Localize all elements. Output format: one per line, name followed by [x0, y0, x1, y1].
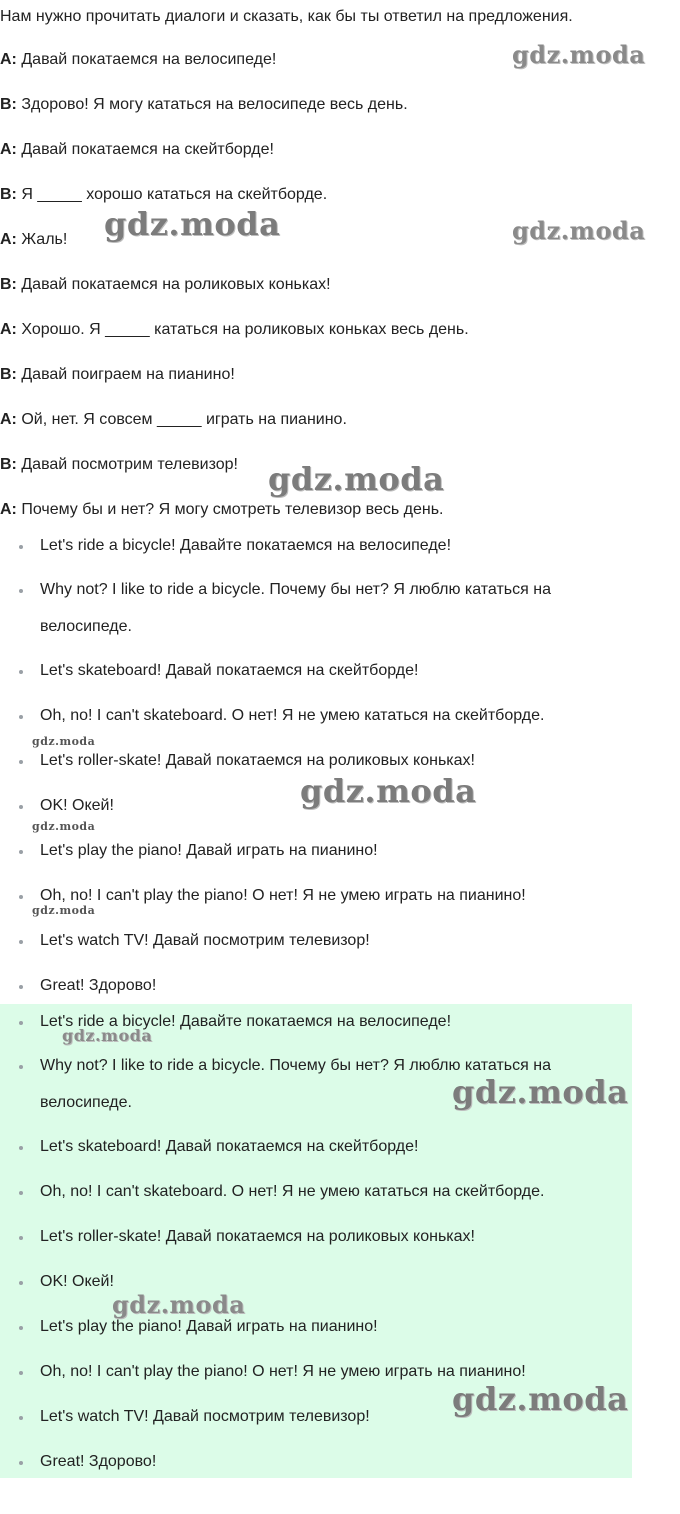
line-text: Давай покатаемся на роликовых коньках!: [16, 276, 331, 293]
speaker: A:: [0, 321, 17, 338]
dialogue-line: [0, 276, 331, 294]
dialogue-line: [0, 141, 274, 159]
watermark: gdz.moda: [512, 40, 646, 69]
watermark: gdz.moda: [62, 1026, 153, 1045]
speaker: A:: [0, 231, 17, 248]
list-item: Let's roller-skate! Давай покатаемся на роликовых коньках!: [40, 752, 475, 769]
list-item: Let's play the piano! Давай играть на пианино!: [40, 842, 378, 859]
watermark: gdz.moda: [300, 772, 477, 810]
watermark: gdz.moda: [452, 1073, 629, 1111]
line-text: Жаль!: [16, 231, 68, 248]
line-text: Давай покатаемся на скейтборде!: [16, 141, 274, 158]
dialogue-line: [0, 501, 443, 519]
list-item: Let's skateboard! Давай покатаемся на скейтборде!: [40, 1138, 419, 1155]
line-text: Почему бы и нет? Я могу смотреть телевизор весь день.: [16, 501, 444, 518]
list-item: Oh, no! I can't play the piano! О нет! Я не умею играть на пианино!: [40, 887, 526, 904]
dialogue-line: [0, 366, 235, 384]
speaker: B:: [0, 186, 17, 203]
watermark: gdz.moda: [32, 904, 96, 917]
watermark: gdz.moda: [268, 460, 445, 498]
speaker: B:: [0, 366, 17, 383]
dialogue-line: [0, 186, 327, 204]
list-item: Let's roller-skate! Давай покатаемся на роликовых коньках!: [40, 1228, 475, 1245]
list-item: Let's watch TV! Давай посмотрим телевизор!: [40, 1408, 370, 1425]
line-text: Хорошо. Я _____ кататься на роликовых коньках весь день.: [16, 321, 469, 338]
list-item: Why not? I like to ride a bicycle. Почему бы нет? Я люблю кататься на: [40, 1057, 551, 1074]
dialogue-line: [0, 321, 469, 339]
dialogue-line: [0, 51, 276, 69]
dialogue-line: [0, 231, 67, 249]
watermark: gdz.moda: [104, 205, 281, 243]
watermark: gdz.moda: [452, 1380, 629, 1418]
list-item: Great! Здорово!: [40, 977, 157, 994]
speaker: B:: [0, 456, 17, 473]
list-item: Great! Здорово!: [40, 1453, 157, 1470]
dialogue-line: [0, 456, 238, 474]
list-item: Oh, no! I can't play the piano! О нет! Я не умею играть на пианино!: [40, 1363, 526, 1380]
speaker: A:: [0, 411, 17, 428]
line-text: Я _____ хорошо кататься на скейтборде.: [16, 186, 328, 203]
list-item: Why not? I like to ride a bicycle. Почему бы нет? Я люблю кататься на: [40, 581, 551, 598]
watermark: gdz.moda: [512, 216, 646, 245]
speaker: B:: [0, 96, 17, 113]
speaker: B:: [0, 276, 17, 293]
list-item-continuation: велосипеде.: [40, 618, 132, 635]
line-text: Давай покатаемся на велосипеде!: [16, 51, 277, 68]
speaker: A:: [0, 501, 17, 518]
list-item: Oh, no! I can't skateboard. О нет! Я не умею кататься на скейтборде.: [40, 1183, 545, 1200]
intro-text: Нам нужно прочитать диалоги и сказать, как бы ты ответил на предложения.: [0, 8, 573, 25]
list-item: OK! Окей!: [40, 797, 114, 814]
dialogue-line: [0, 411, 347, 429]
list-item: Let's watch TV! Давай посмотрим телевизор!: [40, 932, 370, 949]
list-item: Let's ride a bicycle! Давайте покатаемся на велосипеде!: [40, 537, 452, 554]
speaker: A:: [0, 51, 17, 68]
line-text: Давай поиграем на пианино!: [16, 366, 235, 383]
list-item-continuation: велосипеде.: [40, 1094, 132, 1111]
dialogue-line: [0, 96, 408, 114]
list-item: Let's skateboard! Давай покатаемся на скейтборде!: [40, 662, 419, 679]
speaker: A:: [0, 141, 17, 158]
line-text: Ой, нет. Я совсем _____ играть на пианино.: [16, 411, 347, 428]
list-item: Let's ride a bicycle! Давайте покатаемся на велосипеде!: [40, 1013, 452, 1030]
watermark: gdz.moda: [112, 1290, 246, 1319]
watermark: gdz.moda: [32, 735, 96, 748]
answer-list: [0, 526, 632, 1006]
list-item: Let's play the piano! Давай играть на пианино!: [40, 1318, 378, 1335]
line-text: Здорово! Я могу кататься на велосипеде весь день.: [16, 96, 408, 113]
list-item: OK! Окей!: [40, 1273, 114, 1290]
list-item: Oh, no! I can't skateboard. О нет! Я не умею кататься на скейтборде.: [40, 707, 545, 724]
watermark: gdz.moda: [32, 820, 96, 833]
line-text: Давай посмотрим телевизор!: [16, 456, 238, 473]
